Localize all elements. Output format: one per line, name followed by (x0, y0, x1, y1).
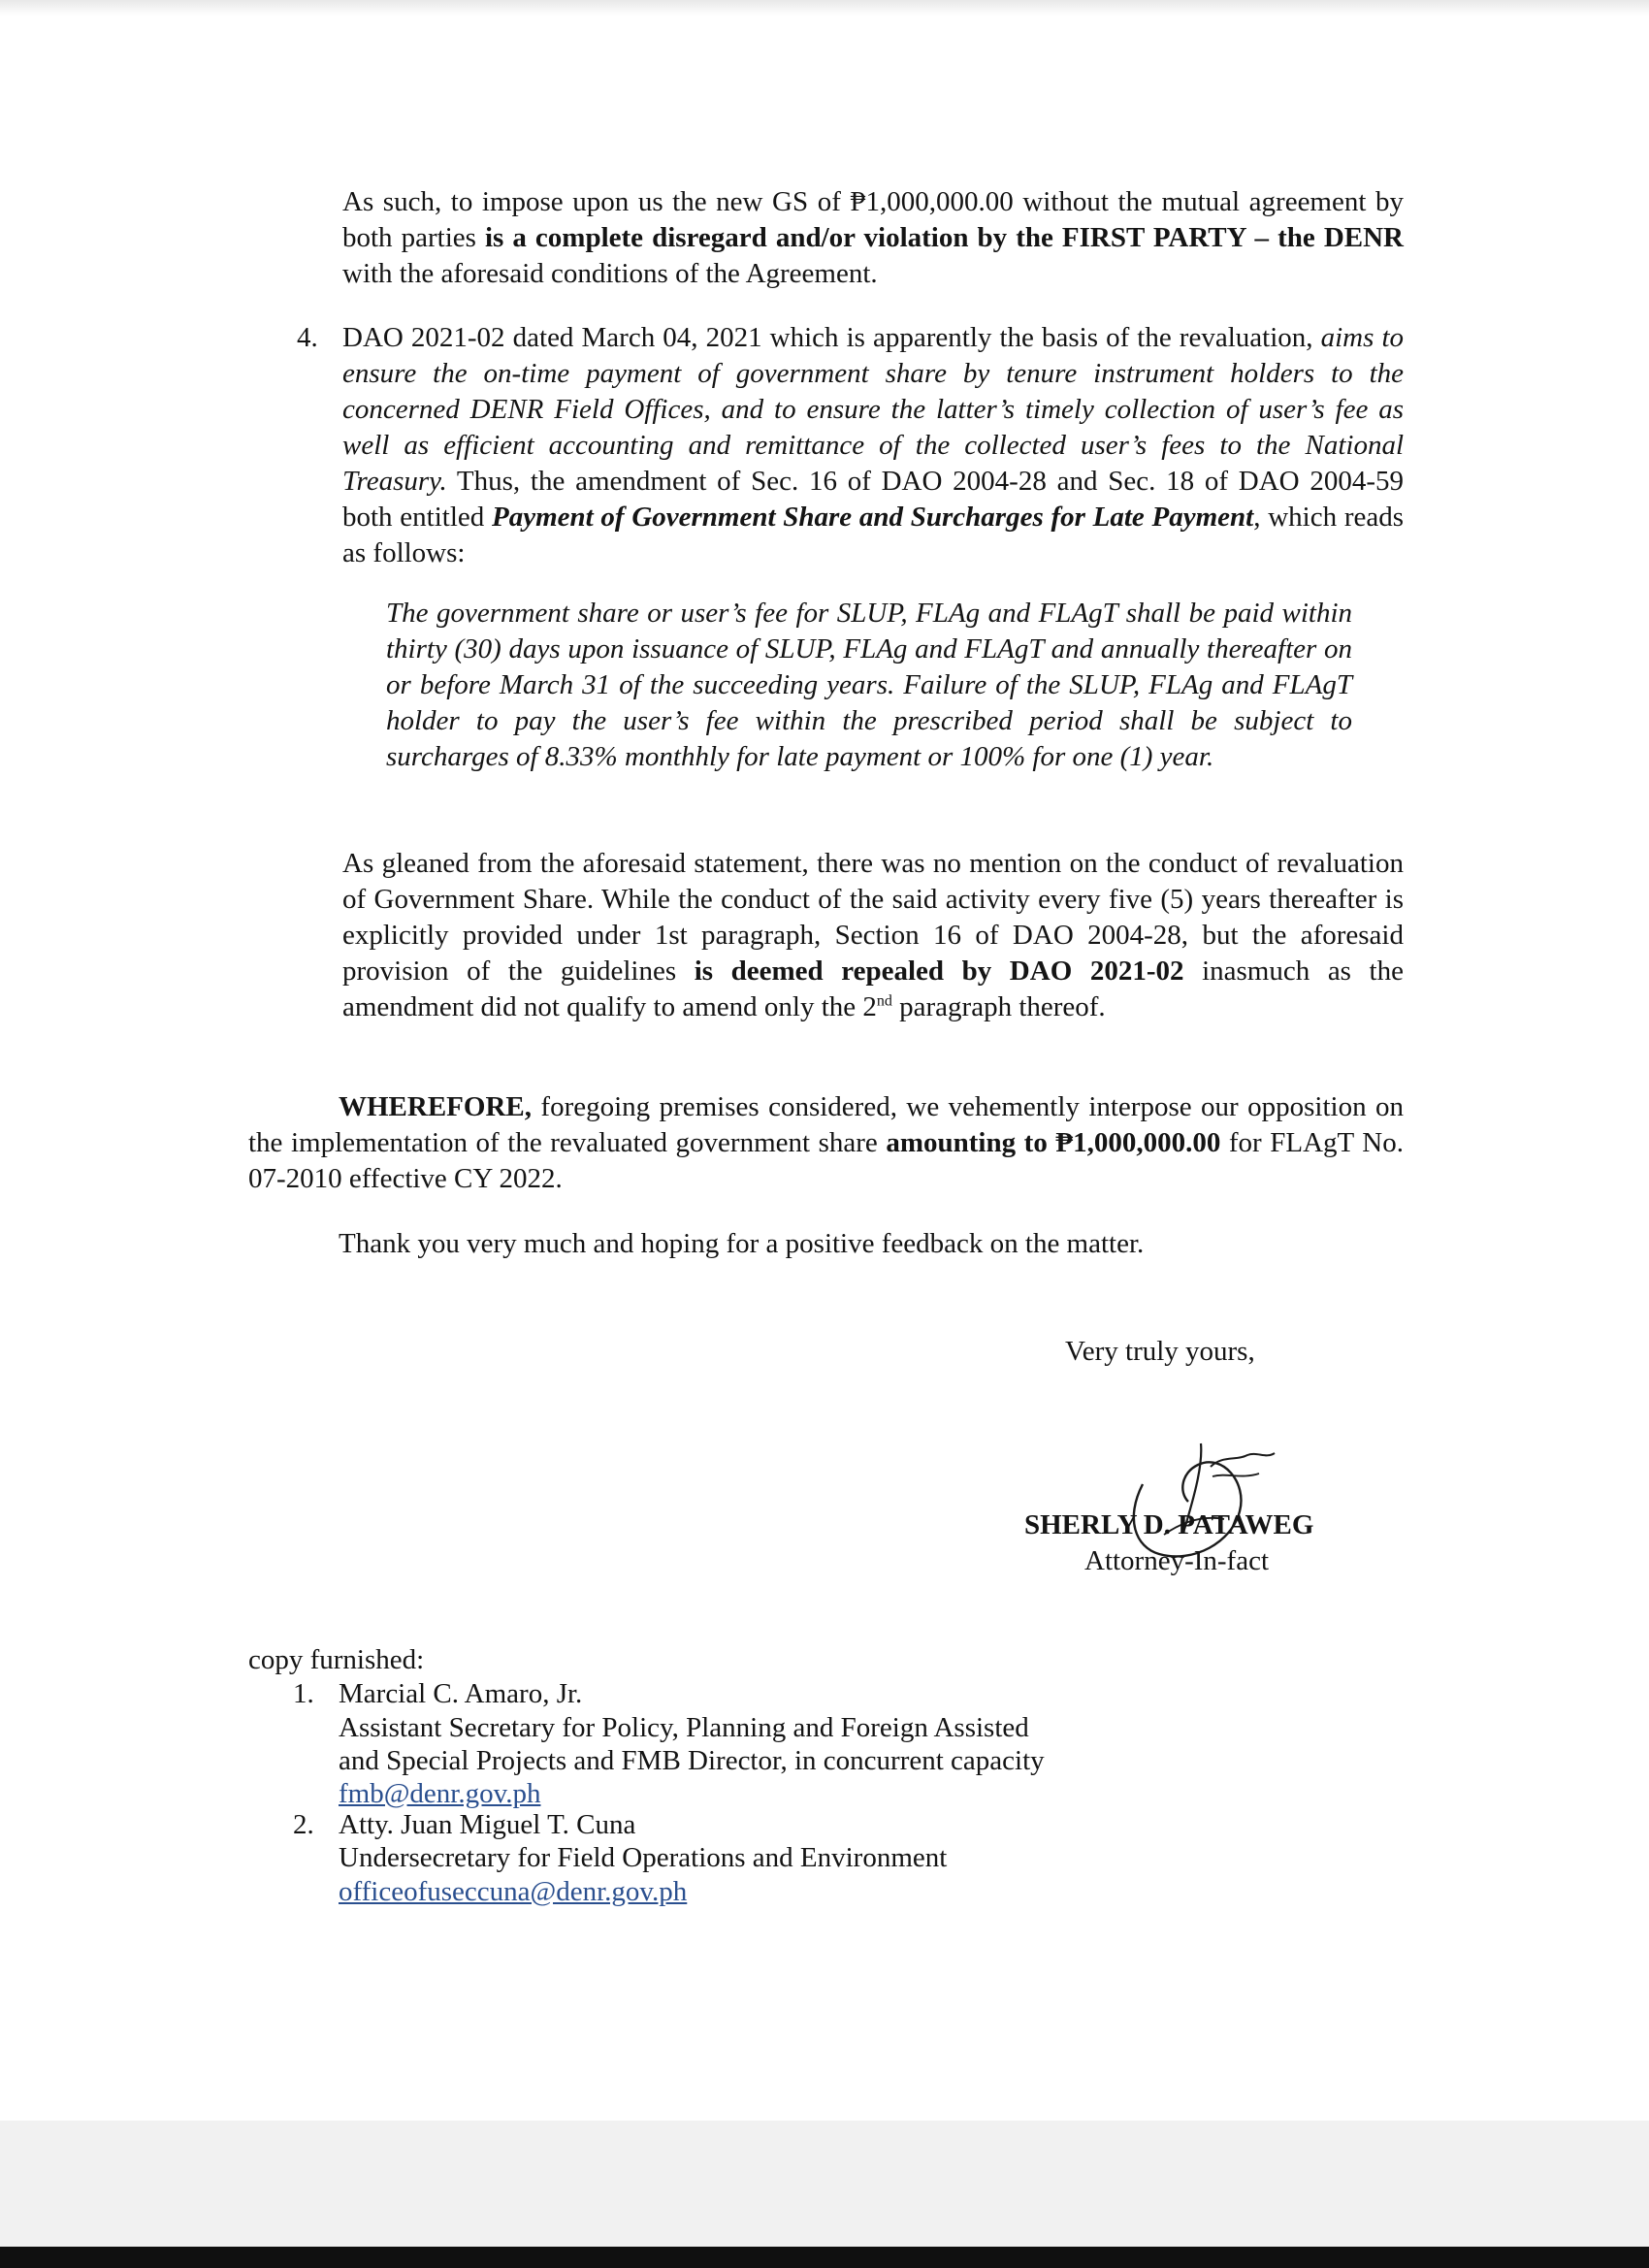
text: inasmuch as the amendment did not qualify to amend only the 2 (342, 956, 1404, 1022)
copy-furnished-heading: copy furnished: (248, 1644, 425, 1675)
recipient-number: 1. (293, 1678, 314, 1709)
item-number: 4. (297, 322, 318, 353)
bold-text: WHEREFORE, (339, 1091, 532, 1122)
bold-italic-text: Payment of Government Share and Surcharges for Late Payment (492, 502, 1254, 533)
signatory-name: SHERLY D. PATAWEG (1024, 1509, 1314, 1540)
text: DAO 2021-02 dated March 04, 2021 which is apparently the basis of the revaluation, (342, 322, 1321, 353)
text: As such, to impose upon us the new GS of ₱1,000,000.00 without the mutual agreement by both parties (342, 186, 1404, 253)
scan-bottom-margin (0, 2121, 1649, 2247)
bold-text: is deemed repealed by DAO 2021-02 (694, 956, 1184, 987)
italic-text: aims to ensure the on-time payment of government share by tenure instrument holders to the concerned DENR Field Offices, and to ensure the latter’s timely collection of user’s fee as well as efficient accounting and remittance of the collected user’s fees to the National Treasury. (342, 322, 1405, 497)
block-quote: The government share or user’s fee for SLUP, FLAg and FLAgT shall be paid within thirty (30) days upon issuance of SLUP, FLAg and FLAgT and annually thereafter on or before March 31 of the succeeding years. Failure of the SLUP, FLAg and FLAgT holder to pay the user’s fee within the prescribed period shall be subject to surcharges of 8.33% monthhly for late payment or 100% for one (1) year. (386, 598, 1352, 772)
text: Thus, the amendment of Sec. 16 of DAO 2004-28 and Sec. 18 of DAO 2004-59 both entitled (342, 466, 1404, 533)
paragraph-as-gleaned (342, 846, 1404, 1025)
bold-text: amounting to ₱1,000,000.00 (886, 1127, 1221, 1158)
signatory-title: Attorney-In-fact (1084, 1545, 1270, 1576)
paragraph-as-such (342, 184, 1404, 292)
paragraph-wherefore (248, 1089, 1404, 1197)
recipient-title: Assistant Secretary for Policy, Planning and Foreign Assisted (339, 1712, 1029, 1743)
recipient-number: 2. (293, 1809, 314, 1840)
text: with the aforesaid conditions of the Agreement. (342, 258, 878, 289)
recipient-title: Undersecretary for Field Operations and Environment (339, 1842, 948, 1873)
text: As gleaned from the aforesaid statement, there was no mention on the conduct of revaluation of Government Share. While the conduct of the said activity every five (5) years thereafter is explicitly provided under 1st paragraph, Section 16 of DAO 2004-28, but the aforesaid provision of the guidelines (342, 848, 1404, 987)
superscript: nd (876, 992, 892, 1010)
text: paragraph thereof. (891, 991, 1106, 1022)
text: for FLAgT No. 07-2010 effective CY 2022. (248, 1127, 1404, 1194)
closing: Very truly yours, (1065, 1336, 1255, 1367)
bold-text: is a complete disregard and/or violation by the FIRST PARTY – the DENR (484, 222, 1404, 253)
recipient-title: and Special Projects and FMB Director, in concurrent capacity (339, 1745, 1045, 1776)
paragraph-thank-you: Thank you very much and hoping for a positive feedback on the matter. (339, 1228, 1145, 1259)
recipient-name: Atty. Juan Miguel T. Cuna (339, 1809, 636, 1840)
recipient-email-link[interactable]: officeofuseccuna@denr.gov.ph (339, 1876, 688, 1907)
text: , which reads as follows: (342, 502, 1405, 568)
paragraph-dao-2021-02 (342, 320, 1404, 571)
recipient-name: Marcial C. Amaro, Jr. (339, 1678, 583, 1709)
text: foregoing premises considered, we vehemently interpose our opposition on the implementation of the revaluated government share (248, 1091, 1404, 1158)
recipient-email-link[interactable]: fmb@denr.gov.ph (339, 1778, 541, 1809)
scan-shadow (0, 0, 1649, 16)
scan-edge (0, 2247, 1649, 2268)
